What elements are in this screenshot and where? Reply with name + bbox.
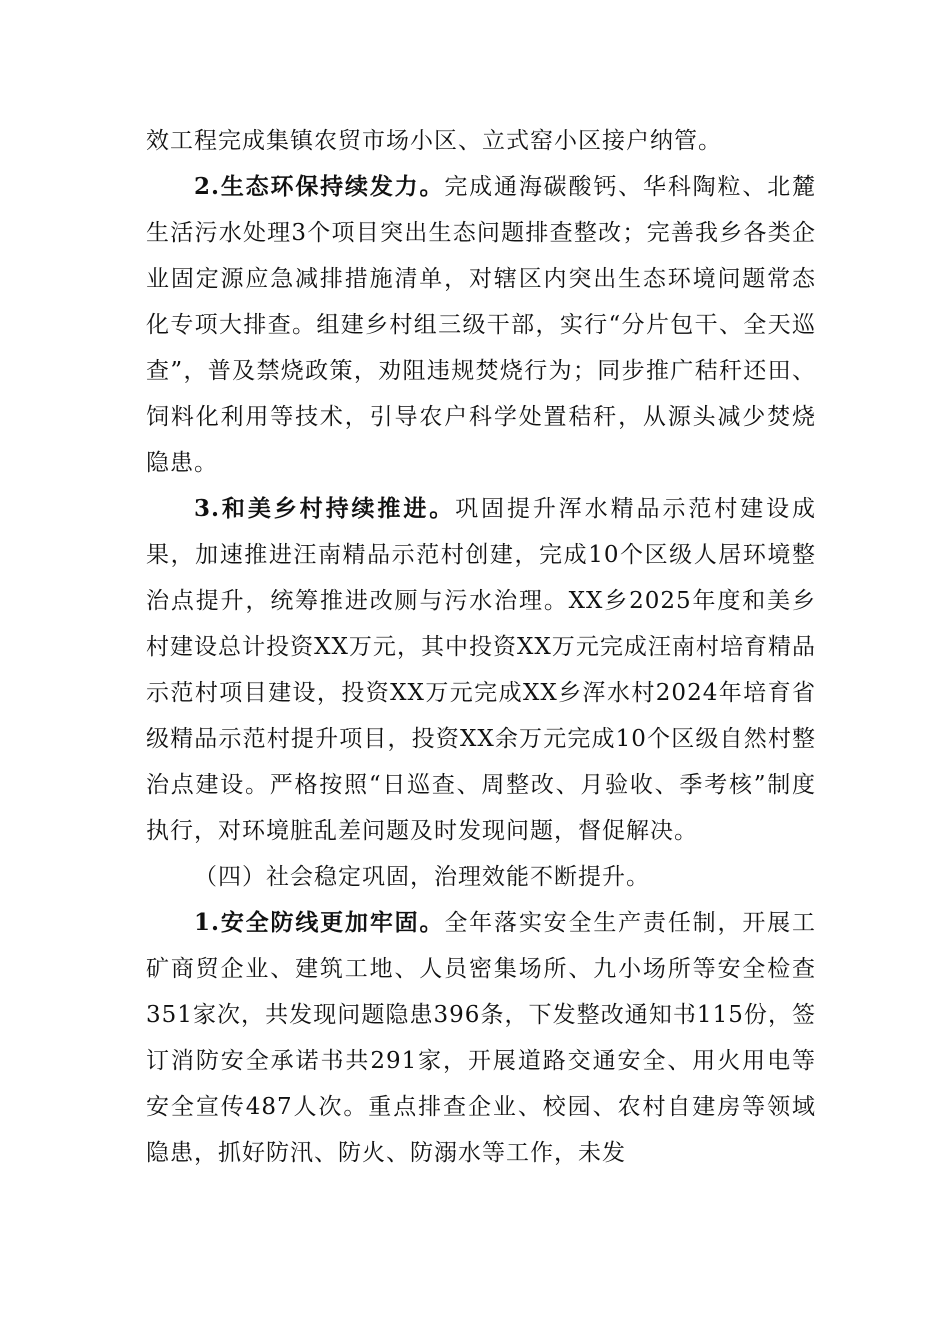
paragraph-heading: 生态环保持续发力。 [220,173,445,200]
paragraph-text: 全年落实安全生产责任制，开展工矿商贸企业、建筑工地、人员密集场所、九小场所等安全检查351家次，共发现问题隐患396条，下发整改通知书115份，签订消防安全承诺书共291家，开展道路交通安全、用火用电等安全宣传487人次。重点排查企业、校园、农村自建房等领域隐患，抓好防汛、防火、防溺水等工作，未发 [146,910,817,1166]
paragraph-ecology [146,164,816,486]
paragraph-text: 效工程完成集镇农贸市场小区、立式窑小区接户纳管。 [146,128,722,154]
paragraph-continuation [146,118,816,164]
heading-number: 3. [194,495,221,522]
paragraph-safety [146,900,816,1176]
section-heading-text: （四）社会稳定巩固，治理效能不断提升。 [194,864,650,890]
paragraph-heading: 和美乡村持续推进。 [220,495,456,522]
heading-number: 1. [194,909,221,936]
section-heading [146,854,816,900]
paragraph-text: 巩固提升浑水精品示范村建设成果，加速推进汪南精品示范村创建，完成10个区级人居环境整治点提升，统筹推进改厕与污水治理。XX乡2025年度和美乡村建设总计投资XX万元，其中投资XX万元完成汪南村培育精品示范村项目建设，投资XX万元完成XX乡浑水村2024年培育省级精品示范村提升项目，投资XX余万元完成10个区级自然村整治点建设。严格按照“日巡查、周整改、月验收、季考核”制度执行，对环境脏乱差问题及时发现问题，督促解决。 [146,496,817,844]
heading-number: 2. [194,173,221,200]
paragraph-rural [146,486,816,854]
document-page [146,118,816,1176]
paragraph-heading: 安全防线更加牢固。 [220,909,445,936]
paragraph-text: 完成通海碳酸钙、华科陶粒、北麓生活污水处理3个项目突出生态问题排查整改；完善我乡各类企业固定源应急减排措施清单，对辖区内突出生态环境问题常态化专项大排查。组建乡村组三级干部，实行“分片包干、全天巡查”，普及禁烧政策，劝阻违规焚烧行为；同步推广秸秆还田、饲料化利用等技术，引导农户科学处置秸秆，从源头减少焚烧隐患。 [146,174,817,476]
